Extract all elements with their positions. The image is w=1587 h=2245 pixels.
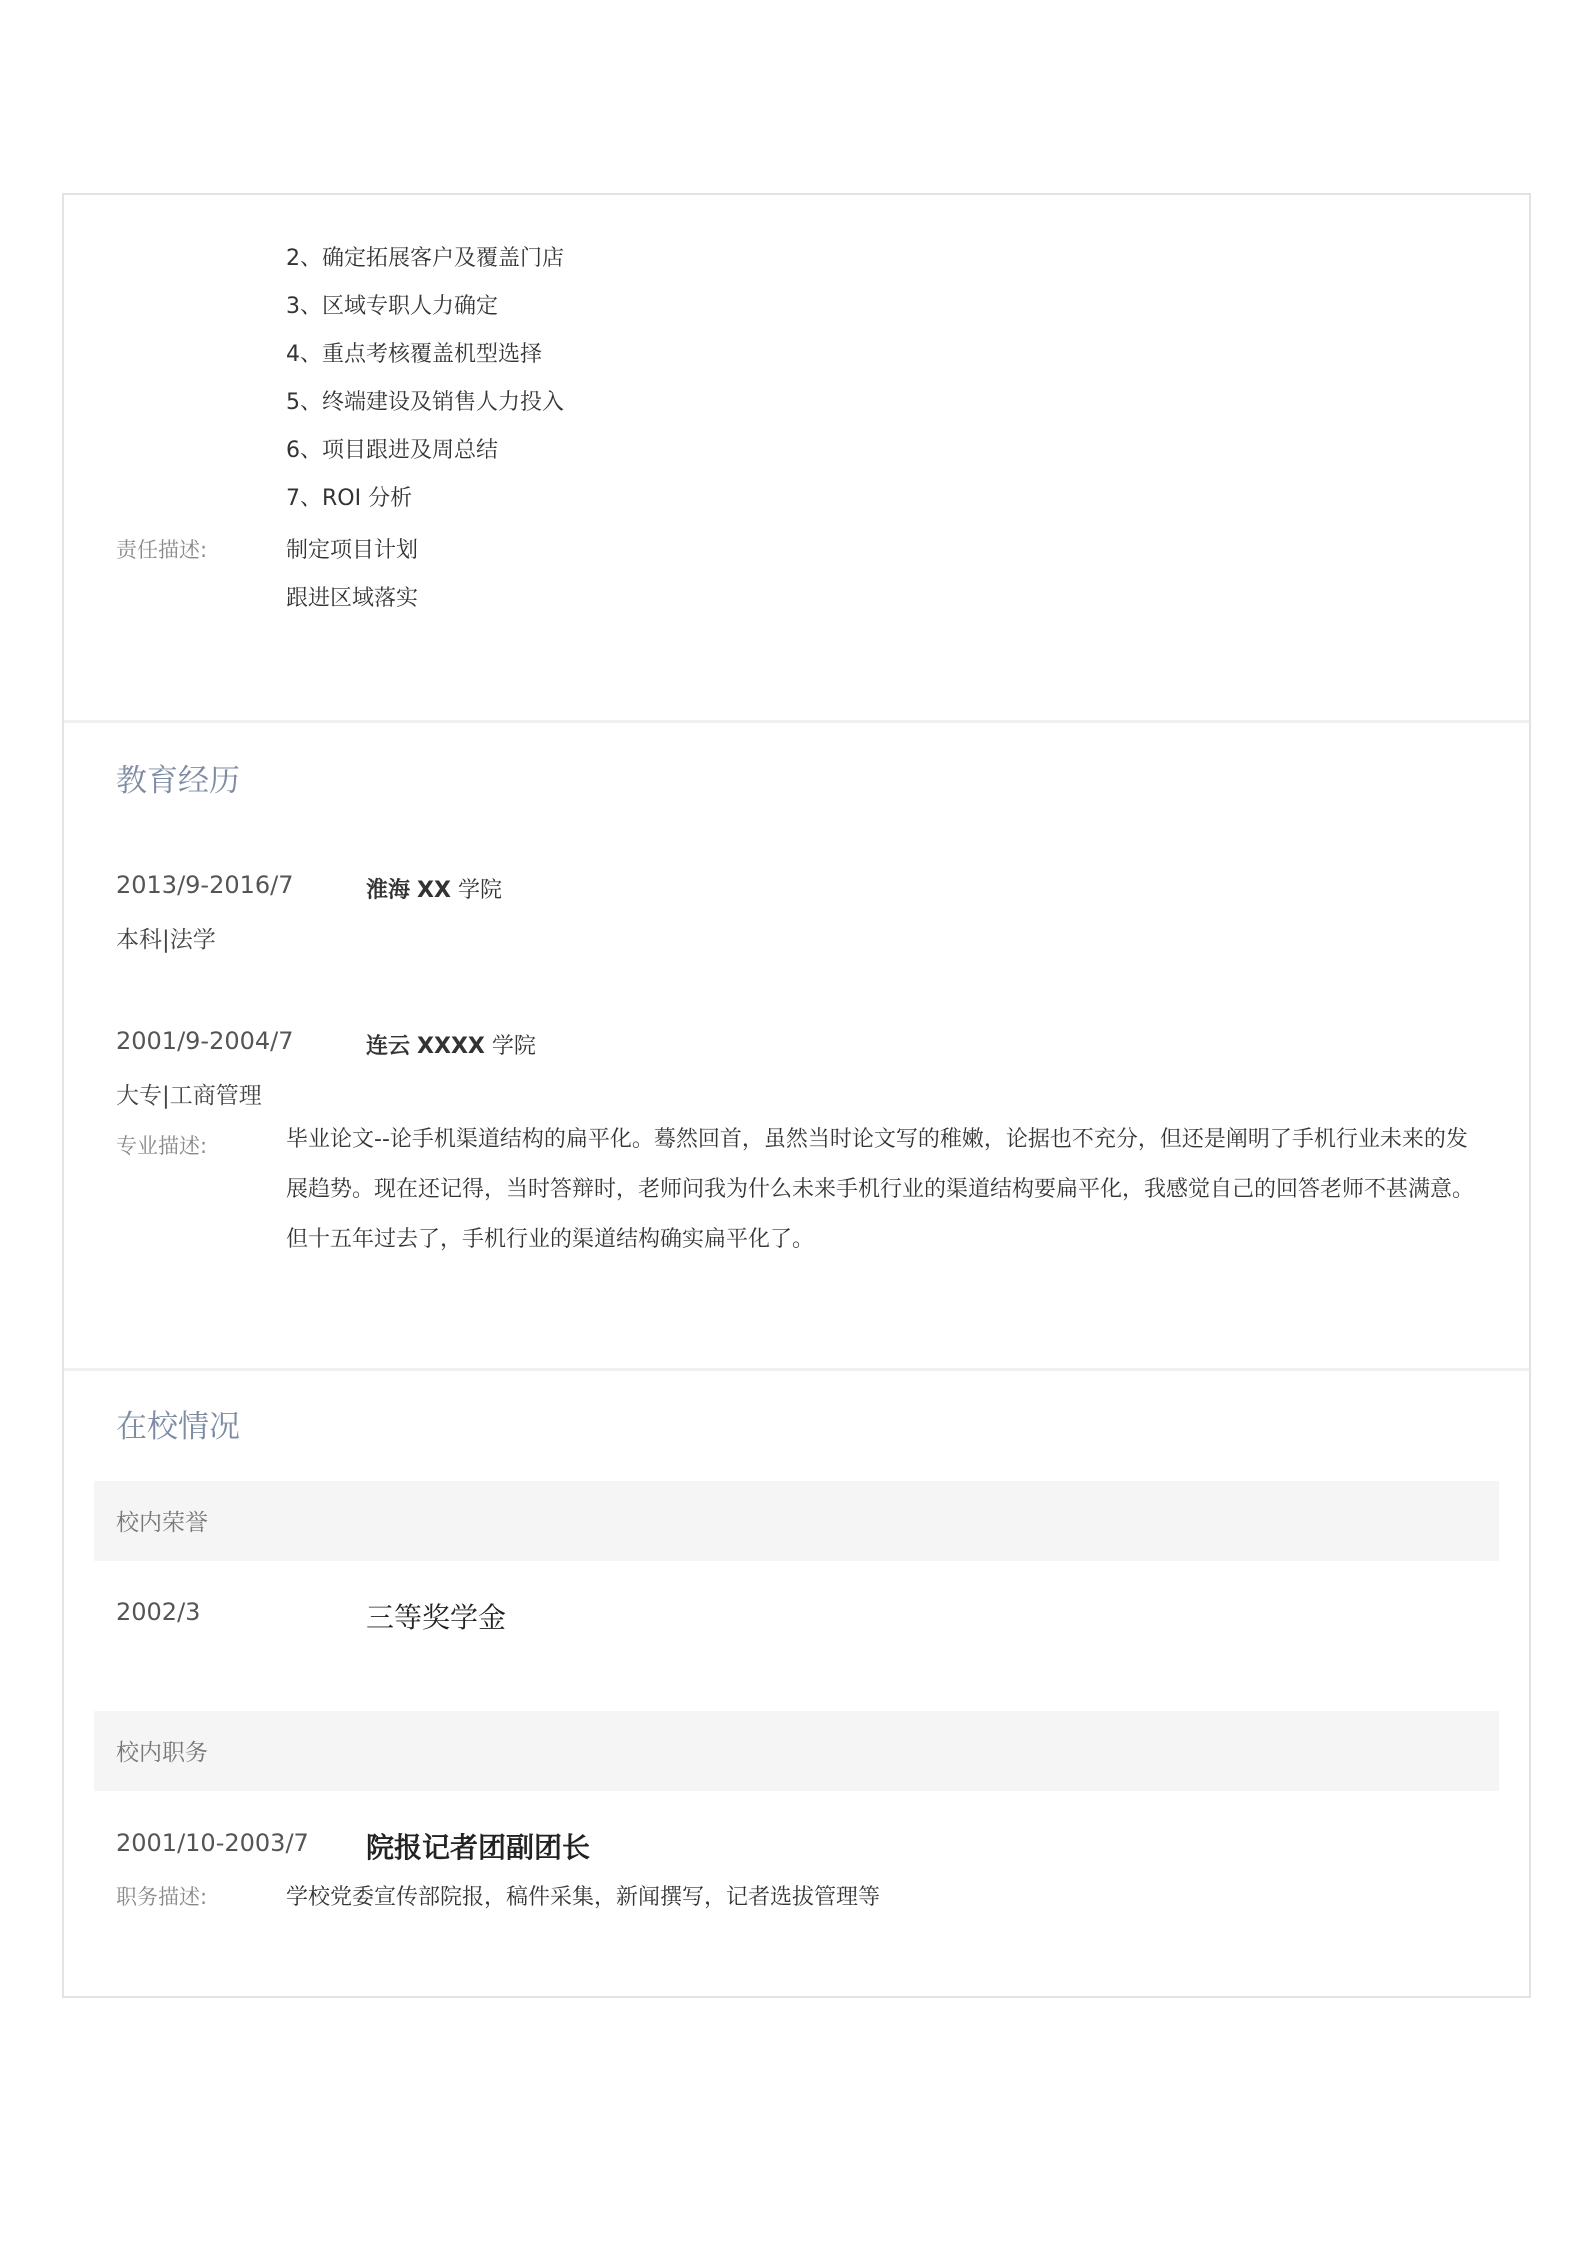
list-item: 2、确定拓展客户及覆盖门店 xyxy=(286,246,564,271)
section-title-education: 教育经历 xyxy=(116,763,240,799)
responsibility-line: 制定项目计划 xyxy=(286,538,419,563)
duty-date: 2001/10-2003/7 xyxy=(116,1829,309,1857)
list-item: 7、ROI 分析 xyxy=(286,486,413,511)
education-dates: 2001/9-2004/7 xyxy=(116,1027,294,1055)
honor-date: 2002/3 xyxy=(116,1598,201,1626)
education-dates: 2013/9-2016/7 xyxy=(116,871,294,899)
major-description-text: 毕业论文--论手机渠道结构的扁平化。蓦然回首，虽然当时论文写的稚嫩，论据也不充分，但还是阐明了手机行业未来的发展趋势。现在还记得，当时答辩时，老师问我为什么未来手机行业的渠道结构要扁平化，我感觉自己的回答老师不甚满意。但十五年过去了，手机行业的渠道结构确实扁平化了。 xyxy=(286,1127,1475,1252)
duty-description-label: 职务描述: xyxy=(116,1885,208,1909)
duties-subheader-label: 校内职务 xyxy=(116,1740,208,1766)
list-item: 4、重点考核覆盖机型选择 xyxy=(286,342,542,367)
honors-subheader xyxy=(94,1481,1499,1561)
honor-title: 三等奖学金 xyxy=(366,1601,507,1634)
responsibility-label: 责任描述: xyxy=(116,538,208,562)
section-title-campus: 在校情况 xyxy=(116,1409,240,1445)
resume-card xyxy=(62,193,1531,1998)
education-school: 淮海 XX 学院 xyxy=(366,878,502,903)
responsibility-line: 跟进区域落实 xyxy=(286,586,419,611)
section-divider xyxy=(64,1368,1529,1371)
list-item: 5、终端建设及销售人力投入 xyxy=(286,390,564,415)
education-school: 连云 XXXX 学院 xyxy=(366,1034,536,1059)
major-description-label: 专业描述: xyxy=(116,1134,208,1158)
list-item: 3、区域专职人力确定 xyxy=(286,294,498,319)
duties-subheader xyxy=(94,1711,1499,1791)
education-degree: 本科|法学 xyxy=(116,927,216,953)
list-item: 6、项目跟进及周总结 xyxy=(286,438,498,463)
honors-subheader-label: 校内荣誉 xyxy=(116,1510,208,1536)
duty-title: 院报记者团副团长 xyxy=(366,1831,591,1864)
section-divider xyxy=(64,720,1529,723)
duty-description-text: 学校党委宣传部院报，稿件采集，新闻撰写，记者选拔管理等 xyxy=(286,1885,881,1910)
education-degree: 大专|工商管理 xyxy=(116,1083,262,1109)
